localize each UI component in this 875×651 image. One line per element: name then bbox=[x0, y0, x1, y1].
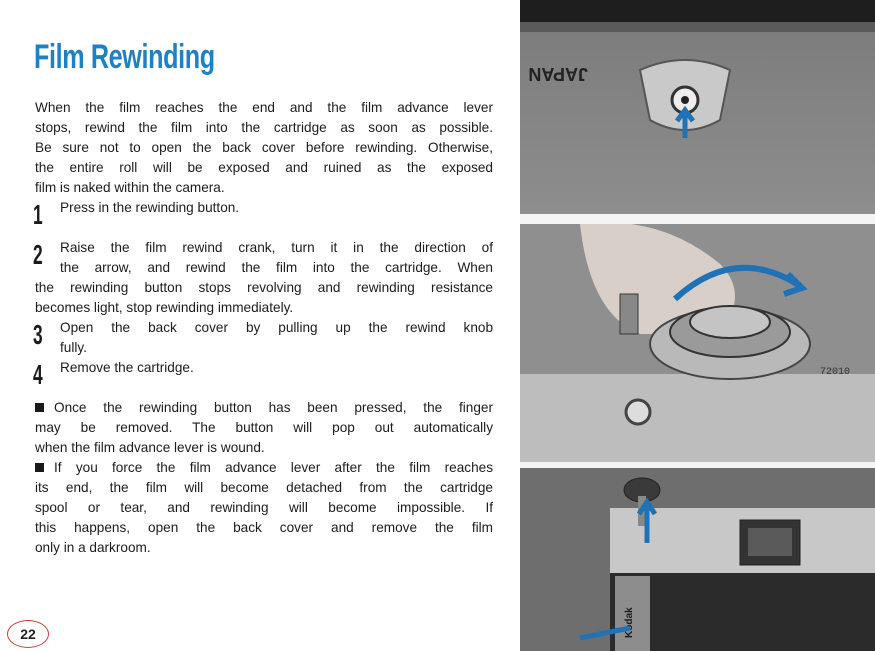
photo-column bbox=[520, 0, 875, 651]
intro-line: Be sure not to open the back cover before rewinding. Otherwise, bbox=[35, 140, 493, 155]
step-number: 3 bbox=[33, 319, 43, 350]
step-line: the arrow, and rewind the film into the cartridge. When bbox=[60, 260, 493, 275]
note-line: may be removed. The button will pop out automatically bbox=[35, 420, 493, 435]
square-bullet-icon bbox=[35, 403, 44, 412]
step-1 bbox=[33, 198, 493, 230]
intro-line: stops, rewind the film into the cartridge as soon as possible. bbox=[35, 120, 493, 135]
photo-rewind-crank bbox=[520, 224, 875, 462]
square-bullet-icon bbox=[35, 463, 44, 472]
step-line: fully. bbox=[60, 340, 87, 355]
note-2 bbox=[35, 458, 493, 558]
note-line: spool or tear, and rewinding will become impossible. If bbox=[35, 500, 493, 515]
page-title: Film Rewinding bbox=[34, 38, 215, 76]
page-number: 22 bbox=[7, 620, 49, 648]
step-line: Remove the cartridge. bbox=[60, 360, 194, 375]
step-line: Press in the rewinding button. bbox=[60, 200, 240, 215]
note-line: only in a darkroom. bbox=[35, 540, 151, 555]
serial-text: 72010 bbox=[820, 367, 851, 378]
photo-rewind-knob bbox=[520, 468, 875, 651]
step-3 bbox=[35, 318, 493, 358]
engraving-text: JAPAN bbox=[528, 64, 588, 84]
step-2 bbox=[35, 238, 493, 318]
cartridge-label-text: Kodak bbox=[624, 607, 635, 638]
note-1 bbox=[35, 398, 493, 458]
step-line: becomes light, stop rewinding immediately. bbox=[35, 300, 294, 315]
note-line: this happens, open the back cover and remove the film bbox=[35, 520, 493, 535]
step-number: 4 bbox=[33, 359, 43, 390]
step-number: 1 bbox=[33, 199, 43, 230]
step-number: 2 bbox=[33, 239, 43, 270]
step-line: Raise the film rewind crank, turn it in the direction of bbox=[60, 240, 493, 255]
note-line: Once the rewinding button has been pressed, the finger bbox=[35, 398, 493, 418]
note-line: its end, the film will become detached from the cartridge bbox=[35, 480, 493, 495]
intro-line: the entire roll will be exposed and ruined as the exposed bbox=[35, 160, 493, 175]
intro-line: film is naked within the camera. bbox=[35, 180, 225, 195]
photo-rewind-button bbox=[520, 0, 875, 220]
step-line: the rewinding button stops revolving and rewinding resistance bbox=[35, 280, 493, 295]
instructions-body bbox=[35, 98, 493, 558]
intro-line: When the film reaches the end and the film advance lever bbox=[35, 100, 493, 115]
step-4 bbox=[33, 358, 493, 390]
note-line: If you force the film advance lever after the film reaches bbox=[35, 458, 493, 478]
note-line: when the film advance lever is wound. bbox=[35, 440, 265, 455]
step-line: Open the back cover by pulling up the rewind knob bbox=[60, 320, 493, 335]
